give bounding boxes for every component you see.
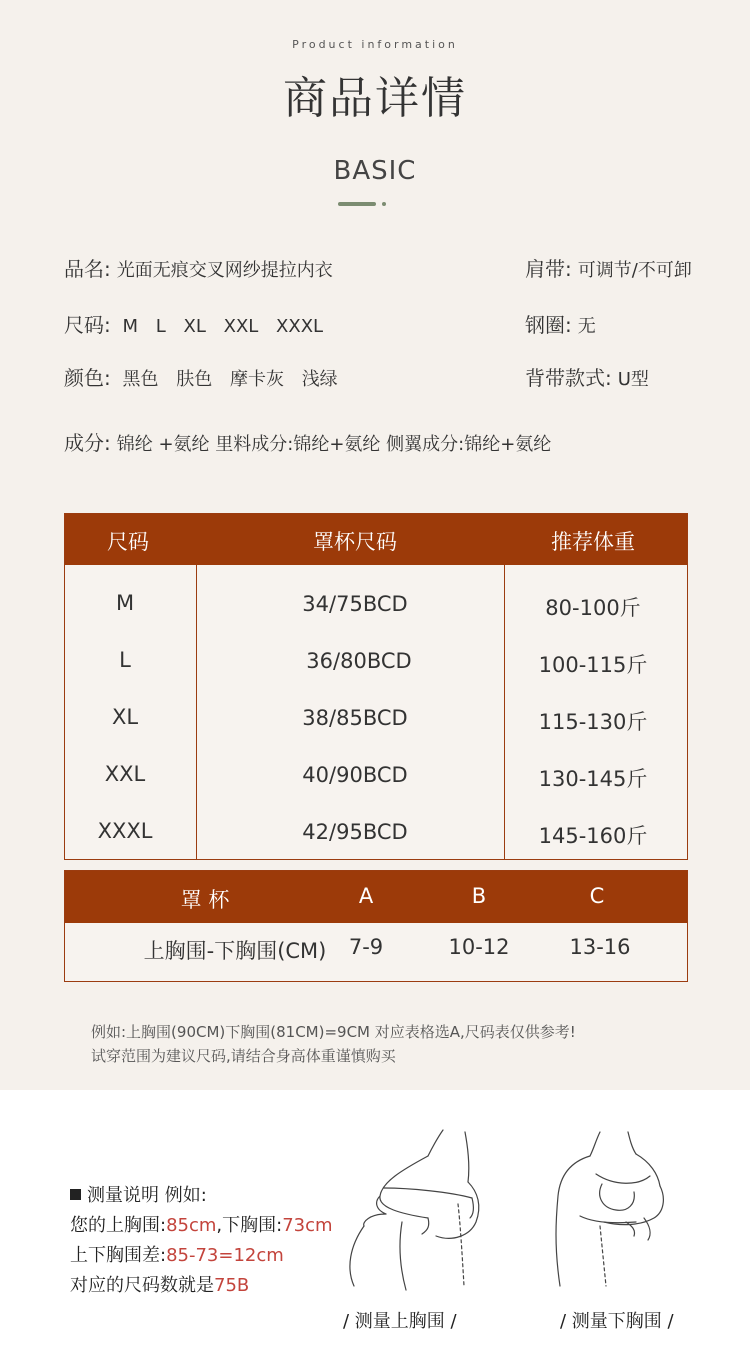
table-cell-weight: 130-145斤: [538, 767, 648, 791]
spec-size-option: L: [155, 316, 166, 337]
spec-color-option: 肤色: [176, 369, 213, 390]
measure-highlight: 75B: [214, 1275, 250, 1296]
table-divider: [196, 565, 197, 859]
table-cell-size: XL: [111, 705, 139, 729]
spec-color: [64, 362, 338, 391]
size-table-header-cup: 罩杯尺码: [313, 530, 397, 554]
table-cell-size: XXL: [104, 762, 146, 786]
size-table-header: [65, 514, 687, 565]
measure-text: ,下胸围:: [216, 1215, 283, 1236]
note-line-1: 例如:上胸围(90CM)下胸围(81CM)=9CM 对应表格选A,尺码表仅供参考!: [91, 1023, 576, 1041]
spec-back-value: U型: [617, 369, 649, 390]
size-table-header-size: 尺码: [107, 530, 149, 554]
measure-highlight: 85cm: [166, 1215, 217, 1236]
size-table: [64, 513, 688, 860]
cup-table-header-label: 罩 杯: [180, 888, 230, 912]
measure-text: 您的上胸围:: [70, 1215, 167, 1236]
spec-name-value: 光面无痕交叉网纱提拉内衣: [116, 260, 333, 281]
measure-highlight: 73cm: [282, 1215, 333, 1236]
bullet-square-icon: [70, 1189, 81, 1200]
spec-color-option: 摩卡灰: [229, 369, 284, 390]
measure-text: 上下胸围差:: [70, 1245, 167, 1266]
spec-material: [64, 427, 551, 456]
size-table-header-weight: 推荐体重: [551, 530, 635, 554]
table-cell-cup: 42/95BCD: [302, 820, 408, 844]
cup-table: [64, 870, 688, 982]
cup-table-header-c: C: [589, 884, 605, 908]
table-cell-size: L: [119, 648, 131, 672]
spec-back-key: 背带款式:: [525, 366, 612, 390]
cup-row-a: 7-9: [348, 935, 384, 959]
cup-table-header: [65, 871, 687, 923]
spec-wire-key: 钢圈:: [525, 313, 572, 337]
spec-material-value: 锦纶 +氨纶 里料成分:锦纶+氨纶 侧翼成分:锦纶+氨纶: [116, 434, 552, 455]
spec-color-option: 黑色: [122, 369, 159, 390]
spec-size-key: 尺码:: [64, 313, 111, 337]
spec-strap-key: 肩带:: [525, 257, 572, 281]
measure-title: [70, 1181, 207, 1207]
spec-wire: [525, 309, 596, 338]
decorative-dot: [382, 202, 386, 206]
measure-line-3: [70, 1241, 284, 1267]
measure-highlight: 85-73=12cm: [166, 1245, 284, 1266]
measure-line-2: [70, 1211, 333, 1237]
under-bust-illustration: [540, 1126, 690, 1296]
table-cell-cup: 34/75BCD: [302, 592, 408, 616]
table-cell-weight: 100-115斤: [538, 653, 648, 677]
spec-name: [64, 253, 333, 282]
table-cell-size: XXXL: [97, 819, 153, 843]
spec-size-option: XXXL: [276, 316, 324, 337]
spec-size: [64, 309, 323, 338]
table-cell-size: M: [115, 591, 135, 615]
table-cell-cup: 40/90BCD: [302, 763, 408, 787]
spec-color-key: 颜色:: [64, 366, 111, 390]
spec-strap: [525, 253, 692, 282]
spec-size-option: M: [122, 316, 139, 337]
table-cell-weight: 80-100斤: [545, 596, 641, 620]
page-title: 商品详情: [283, 73, 467, 124]
spec-size-option: XXL: [223, 316, 259, 337]
table-cell-cup: 36/80BCD: [306, 649, 412, 673]
spec-color-option: 浅绿: [301, 369, 338, 390]
page-subtitle: BASIC: [333, 156, 417, 186]
spec-back: [525, 362, 649, 391]
caption-upper-bust: / 测量上胸围 /: [343, 1311, 457, 1332]
cup-row-label: 上胸围-下胸围(CM): [143, 939, 327, 963]
cup-table-header-b: B: [471, 884, 487, 908]
measure-line-4: [70, 1271, 249, 1297]
cup-row-c: 13-16: [569, 935, 631, 959]
caption-under-bust: / 测量下胸围 /: [560, 1311, 674, 1332]
spec-size-option: XL: [183, 316, 206, 337]
table-cell-weight: 115-130斤: [538, 710, 648, 734]
upper-bust-illustration: [340, 1126, 500, 1296]
decorative-bar: [338, 202, 376, 206]
spec-strap-value: 可调节/不可卸: [577, 260, 692, 281]
cup-table-header-a: A: [358, 884, 374, 908]
spec-wire-value: 无: [577, 316, 596, 337]
table-cell-weight: 145-160斤: [538, 824, 648, 848]
spec-material-key: 成分:: [64, 431, 111, 455]
note-line-2: 试穿范围为建议尺码,请结合身高体重谨慎购买: [91, 1047, 396, 1065]
spec-name-key: 品名:: [64, 257, 111, 281]
cup-row-b: 10-12: [448, 935, 510, 959]
eyebrow-text: Product information: [292, 38, 458, 51]
measure-title-text: 测量说明 例如:: [87, 1185, 207, 1206]
measure-text: 对应的尺码数就是: [70, 1275, 214, 1296]
table-cell-cup: 38/85BCD: [302, 706, 408, 730]
